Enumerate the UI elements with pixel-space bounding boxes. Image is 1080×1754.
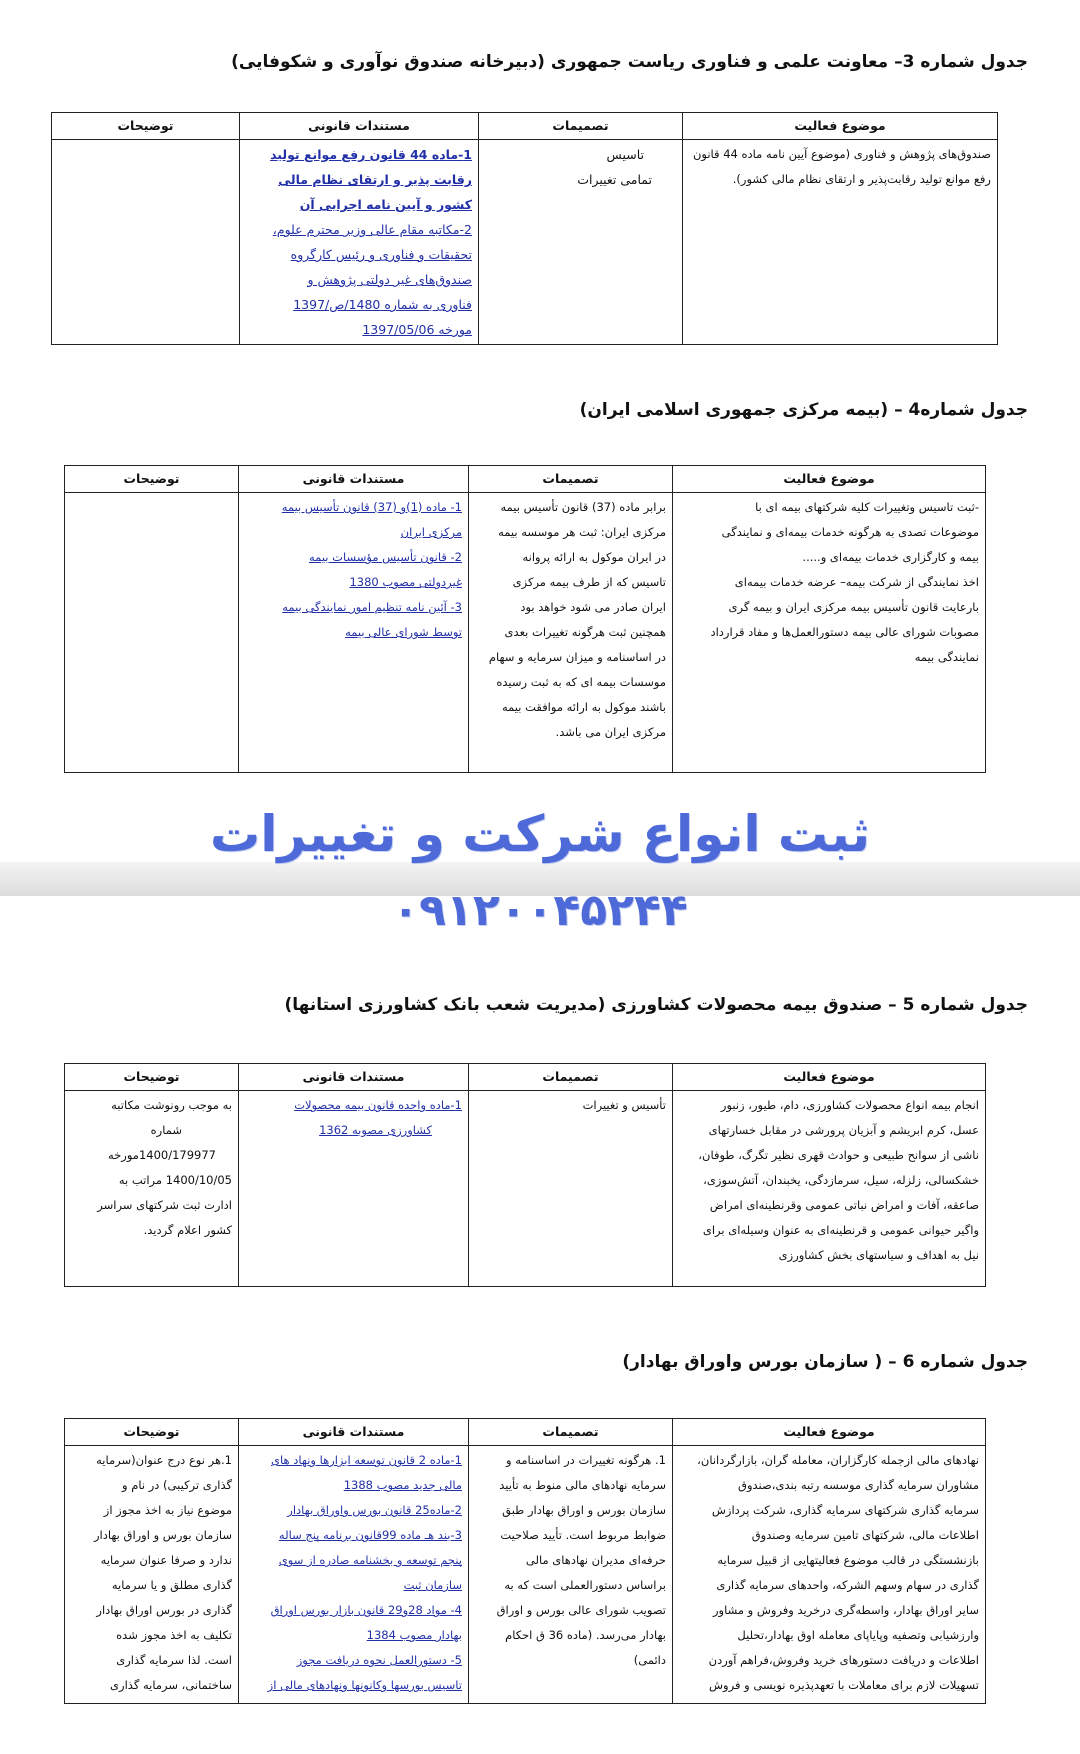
activity-line: مصوبات شورای عالی بیمه دستورالعمل‌ها و مفاد قرارداد xyxy=(710,625,979,639)
watermark-phone: ۰۹۱۲۰۰۴۵۲۴۴ xyxy=(392,885,688,936)
notes-cell xyxy=(65,1446,239,1704)
decisions-cell xyxy=(469,1446,673,1704)
header-activity: موضوع فعالیت xyxy=(683,113,998,140)
notes-cell xyxy=(65,1091,239,1287)
document-link[interactable]: سازمان ثبت xyxy=(403,1578,462,1592)
note-line: ساختمانی، سرمایه گذاری xyxy=(110,1678,232,1692)
documents-cell xyxy=(239,1446,469,1704)
note-line: ندارد و صرفا عنوان سرمایه xyxy=(100,1553,232,1567)
table4-title: جدول شماره4 – (بیمه مرکزی جمهوری اسلامی ایران) xyxy=(579,400,1028,420)
header-notes: توضیحات xyxy=(65,1419,239,1446)
decision-line: تاسیس xyxy=(606,147,644,162)
note-line: ادارت ثبت شرکتهای سراسر xyxy=(97,1198,232,1212)
activity-line: انجام بیمه انواع محصولات کشاورزی، دام، طیور، زنبور xyxy=(720,1098,979,1112)
document-link[interactable]: پنجم توسعه و بخشنامه صادره از سوی xyxy=(278,1553,462,1567)
documents-cell xyxy=(239,493,469,773)
activity-line: نهادهای مالی ازجمله کارگزاران، معامله گران، بازارگردانان، xyxy=(697,1453,979,1467)
decision-line: تمامی تغییرات xyxy=(577,172,652,187)
activity-line: بارعایت قانون تأسیس بیمه مرکزی ایران و بیمه گری xyxy=(728,600,979,614)
document-link[interactable]: 2-مکاتبه مقام عالی وزیر محترم علوم، xyxy=(272,222,472,237)
header-decisions: تصمیمات xyxy=(479,113,683,140)
document-link[interactable]: 1-ماده واحده قانون بیمه محصولات xyxy=(294,1098,462,1112)
document-link[interactable]: تحقیقات و فناوری و رئیس کارگروه xyxy=(290,247,472,262)
note-line: سازمان بورس و اوراق بهادار xyxy=(93,1528,232,1542)
header-decisions: تصمیمات xyxy=(469,466,673,493)
table5-title: جدول شماره 5 – صندوق بیمه محصولات کشاورزی (مدیریت شعب بانک کشاورزی استانها) xyxy=(284,995,1028,1015)
header-documents: مستندات قانونی xyxy=(240,113,479,140)
activity-line: بیمه و کارگزاری خدمات بیمه‌ای و..... xyxy=(802,550,979,564)
document-link[interactable]: رقابت پذیر و ارتقای نظام مالی xyxy=(278,172,472,187)
note-line: گذاری در بورس اوراق بهادار xyxy=(96,1603,232,1617)
activity-cell xyxy=(673,1446,986,1704)
header-notes: توضیحات xyxy=(65,466,239,493)
document-link[interactable]: کشاورزی مصوبه 1362 xyxy=(319,1123,432,1137)
activity-line: مشاوران سرمایه گذاری موسسه رتبه بندی،صندوق xyxy=(738,1478,979,1492)
decision-line: 1. هرگونه تغییرات در اساسنامه و xyxy=(505,1453,666,1467)
document-link[interactable]: 4- مواد 28و29 قانون بازار بورس اوراق xyxy=(270,1603,462,1617)
header-documents: مستندات قانونی xyxy=(239,1064,469,1091)
decision-line: ضوابط مربوط است. تأیید صلاحیت xyxy=(500,1528,666,1542)
decision-line: در اساسنامه و میزان سرمایه و سهام xyxy=(488,650,666,664)
document-link[interactable]: توسط شورای عالی بیمه xyxy=(345,625,462,639)
activity-line: گذاری در سهام وسهم الشرکه، واحدهای سرمایه گذاری xyxy=(716,1578,979,1592)
document-link[interactable]: مرکزی ایران xyxy=(400,525,462,539)
activity-line: واگیر حیوانی عمومی و قرنطینه‌ای به عنوان وسیله‌ای برای xyxy=(702,1223,979,1237)
activity-line: صندوق‌های پژوهش و فناوری (موضوع آیین نامه ماده 44 قانون xyxy=(692,147,991,161)
table5 xyxy=(64,1063,986,1287)
note-line: موضوع نیاز به اخذ مجوز از xyxy=(103,1503,232,1517)
decision-line: مرکزی ایران می باشد. xyxy=(555,725,666,739)
decision-line: سرمایه نهادهای مالی منوط به تأیید xyxy=(499,1478,666,1492)
decision-line: تأسیس و تغییرات xyxy=(582,1098,666,1112)
watermark-title: ثبت انواع شرکت و تغییرات xyxy=(210,805,870,863)
activity-line: وارزشیابی وتصفیه وپایاپای معامله اوق بهادار،تحلیل xyxy=(737,1628,979,1642)
document-link[interactable]: 5- دستورالعمل نحوه دریافت مجوز xyxy=(296,1653,462,1667)
note-line: شماره xyxy=(150,1123,182,1137)
document-link[interactable]: 3-بند هـ ماده 99قانون برنامه پنج ساله xyxy=(278,1528,462,1542)
note-line: است. لذا سرمایه گذاری xyxy=(116,1653,232,1667)
decisions-cell xyxy=(479,140,683,345)
decision-line: موسسات بیمه ای که به ثبت رسیده xyxy=(496,675,666,689)
document-link[interactable]: 2- قانون تأسیس مؤسسات بیمه xyxy=(309,550,462,564)
activity-line: ناشی از سوانح طبیعی و حوادث قهری نظیر تگرگ، طوفان، xyxy=(698,1148,979,1162)
document-link[interactable]: 1- ماده (1)و (37) قانون تأسیس بیمه xyxy=(281,500,462,514)
notes-cell xyxy=(65,493,239,773)
decision-line: مرکزی ایران: ثبت هر موسسه بیمه xyxy=(498,525,666,539)
decision-line: ایران صادر می شود خواهد بود xyxy=(520,600,666,614)
header-notes: توضیحات xyxy=(65,1064,239,1091)
documents-cell xyxy=(240,140,479,345)
header-activity: موضوع فعالیت xyxy=(673,1419,986,1446)
document-link[interactable]: 2-ماده25 قانون بورس واوراق بهادار xyxy=(287,1503,462,1517)
activity-line: خشکسالی، زلزله، سیل، سرمازدگی، یخبندان، آتش‌سوزی، xyxy=(703,1173,979,1187)
note-line: به موجب رونوشت مکاتبه xyxy=(111,1098,232,1112)
decision-line: تاسیس که از طرف بیمه مرکزی xyxy=(512,575,666,589)
document-link[interactable]: بهادار مصوب 1384 xyxy=(366,1628,462,1642)
note-line: 1400/179977مورخه xyxy=(108,1148,216,1162)
header-decisions: تصمیمات xyxy=(469,1419,673,1446)
note-line: 1400/10/05 مراتب به xyxy=(118,1173,232,1187)
activity-line: اطلاعات مالی، شرکتهای تامین سرمایه وصندوق xyxy=(751,1528,979,1542)
decision-line: در ایران موکول به ارائه پروانه xyxy=(522,550,666,564)
activity-line: سرمایه گذاری شرکتهای سرمایه گذاری، شرکت پردازش xyxy=(711,1503,979,1517)
activity-line: اخذ نمایندگی از شرکت بیمه– عرضه خدمات بیمه‌ای xyxy=(734,575,979,589)
activity-line: تسهیلات لازم برای معاملات با تعهدپذیره نویسی و فروش xyxy=(709,1678,979,1692)
header-activity: موضوع فعالیت xyxy=(673,1064,986,1091)
activity-line: موضوعات تصدی به هرگونه خدمات بیمه‌ای و نمایندگی xyxy=(721,525,979,539)
decision-line: بهادار می‌رسد. (ماده 36 ق احکام xyxy=(505,1628,666,1642)
header-activity: موضوع فعالیت xyxy=(673,466,986,493)
document-link[interactable]: مالی جدید مصوب 1388 xyxy=(343,1478,462,1492)
documents-cell xyxy=(239,1091,469,1287)
header-notes: توضیحات xyxy=(52,113,240,140)
document-link[interactable]: 3- آئین نامه تنظیم امور نمایندگی بیمه xyxy=(282,600,462,614)
activity-line: نیل به اهداف و سیاستهای بخش کشاورزی xyxy=(778,1248,979,1262)
decisions-cell xyxy=(469,1091,673,1287)
decision-line: تصویب شورای عالی بورس و اوراق xyxy=(496,1603,666,1617)
activity-cell xyxy=(683,140,998,345)
table4 xyxy=(64,465,986,773)
activity-line: -ثبت تاسیس وتغییرات کلیه شرکتهای بیمه ای با xyxy=(755,500,979,514)
activity-line: نمایندگی بیمه xyxy=(914,650,979,664)
note-line: کشور اعلام گردید. xyxy=(143,1223,232,1237)
note-line: 1.هر نوع درج عنوان(سرمایه xyxy=(96,1453,232,1467)
decision-line: برابر ماده (37) قانون تأسیس بیمه xyxy=(500,500,666,514)
document-link[interactable]: صندوق‌های غیر دولتی پژوهش و xyxy=(307,272,472,287)
document-link[interactable]: 1-ماده 44 قانون رفع موانع تولید xyxy=(270,147,472,162)
header-decisions: تصمیمات xyxy=(469,1064,673,1091)
activity-line: رفع موانع تولید رقابت‌پذیر و ارتقای نظام مالی کشور). xyxy=(732,172,991,186)
activity-line: عسل، کرم ابریشم و آبزیان پرورشی در مقابل خسارتهای xyxy=(708,1123,979,1137)
activity-line: سایر اوراق بهادار، واسطه‌گری درخرید وفروش و مشاور xyxy=(712,1603,979,1617)
activity-line: اطلاعات و دریافت دستورهای خرید وفروش،فراهم آوردن xyxy=(708,1653,979,1667)
document-link[interactable]: 1-ماده 2 قانون توسعه ابزارها ونهاد های xyxy=(271,1453,462,1467)
activity-line: صاعقه، آفات و امراض نباتی عمومی وقرنطینه‌ای امراض xyxy=(709,1198,979,1212)
decision-line: دائمی) xyxy=(633,1653,666,1667)
decision-line: باشند موکول به ارائه موافقت بیمه xyxy=(501,700,666,714)
document-link[interactable]: فناوری به شماره 1480/ص/1397 xyxy=(293,297,472,312)
table3-title: جدول شماره 3– معاونت علمی و فناوری ریاست جمهوری (دبیرخانه صندوق نوآوری و شکوفایی) xyxy=(231,52,1028,72)
table6-title: جدول شماره 6 – ( سازمان بورس واوراق بهادار) xyxy=(622,1352,1028,1372)
document-link[interactable]: غیردولتی مصوب 1380 xyxy=(349,575,462,589)
decisions-cell xyxy=(469,493,673,773)
notes-cell xyxy=(52,140,240,345)
activity-line: بازنشستگی در قالب موضوع فعالیتهایی از قبیل سرمایه xyxy=(717,1553,979,1567)
decision-line: حرفه‌ای مدیران نهادهای مالی xyxy=(525,1553,666,1567)
document-link[interactable]: تاسیس بورسها وکانونها ونهادهای مالی از xyxy=(267,1678,462,1692)
header-documents: مستندات قانونی xyxy=(239,1419,469,1446)
note-line: تکلیف به اخذ مجوز شده xyxy=(116,1628,232,1642)
header-documents: مستندات قانونی xyxy=(239,466,469,493)
decision-line: همچنین ثبت هرگونه تغییرات بعدی xyxy=(504,625,666,639)
document-link[interactable]: مورخه 1397/05/06 xyxy=(362,322,472,337)
note-line: گذاری مطلق و یا سرمایه xyxy=(111,1578,232,1592)
activity-cell xyxy=(673,493,986,773)
decision-line: براساس دستورالعملی است که به xyxy=(504,1578,666,1592)
activity-cell xyxy=(673,1091,986,1287)
table6 xyxy=(64,1418,986,1704)
decision-line: سازمان بورس و اوراق بهادار طبق xyxy=(502,1503,666,1517)
table3 xyxy=(51,112,998,345)
note-line: گذاری ترکیبی) در نام و xyxy=(122,1478,232,1492)
document-link[interactable]: کشور و آیین نامه اجرایی آن xyxy=(299,197,472,212)
